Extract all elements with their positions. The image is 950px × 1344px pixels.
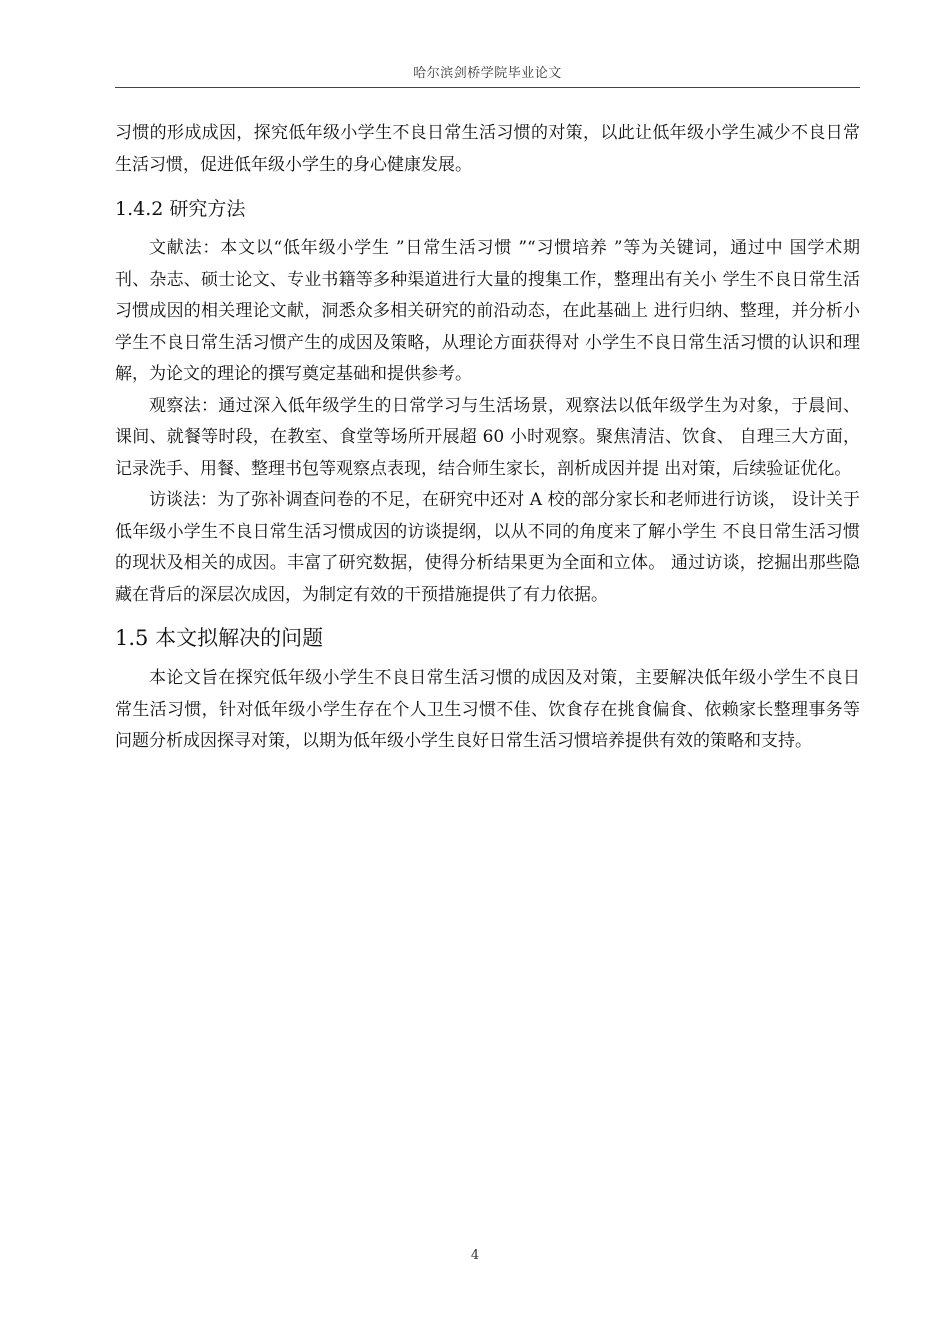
- paragraph-interview-method: 访谈法：为了弥补调查问卷的不足，在研究中还对 A 校的部分家长和老师进行访谈， 设计关于低年级小学生不良日常生活习惯成因的访谈提纲，以从不同的角度来了解小学生 不良日常生活习惯的现状及相关的成因。丰富了研究数据，使得分析结果更为全面和立体。 通过访谈，挖掘出那些隐藏在背后的深层次成因，为制定有效的干预措施提供了有力依据。: [115, 490, 860, 605]
- paragraph-literature-method: 文献法：本文以“低年级小学生 ”日常生活习惯 ”“习惯培养 ”等为关键词，通过中 国学术期刊、杂志、硕士论文、专业书籍等多种渠道进行大量的搜集工作，整理出有关小 学生不良日常生活习惯成因的相关理论文献，洞悉众多相关研究的前沿动态，在此基础上 进行归纳、整理，并分析小学生不良日常生活习惯产生的成因及策略，从理论方面获得对 小学生不良日常生活习惯的认识和理解，为论文的理论的撰写奠定基础和提供参考。: [115, 238, 860, 384]
- paragraph-observation-method: 观察法：通过深入低年级学生的日常学习与生活场景，观察法以低年级学生为对象，于晨间、课间、就餐等时段，在教室、食堂等场所开展超 60 小时观察。聚焦清洁、饮食、 自理三大方面，记录洗手、用餐、整理书包等观察点表现，结合师生家长，剖析成因并提 出对策，后续验证优化。: [115, 395, 860, 479]
- paragraph-problems: 本论文旨在探究低年级小学生不良日常生活习惯的成因及对策，主要解决低年级小学生不良日常生活习惯，针对低年级小学生存在个人卫生习惯不佳、饮食存在挑食偏食、依赖家长整理事务等问题分析成因探寻对策，以期为低年级小学生良好日常生活习惯培养提供有效的策略和支持。: [115, 668, 860, 751]
- section-heading-1-4-2: 1.4.2 研究方法: [115, 198, 246, 220]
- paragraph-intro-continued: 习惯的形成成因，探究低年级小学生不良日常生活习惯的对策，以此让低年级小学生减少不良日常生活习惯，促进低年级小学生的身心健康发展。: [115, 123, 860, 175]
- page-number: 4: [470, 1248, 480, 1263]
- page-body: [115, 118, 860, 758]
- section-heading-1-5: 1.5 本文拟解决的问题: [115, 626, 324, 650]
- header-divider: [115, 87, 860, 88]
- running-header: 哈尔滨剑桥学院毕业论文: [413, 66, 562, 81]
